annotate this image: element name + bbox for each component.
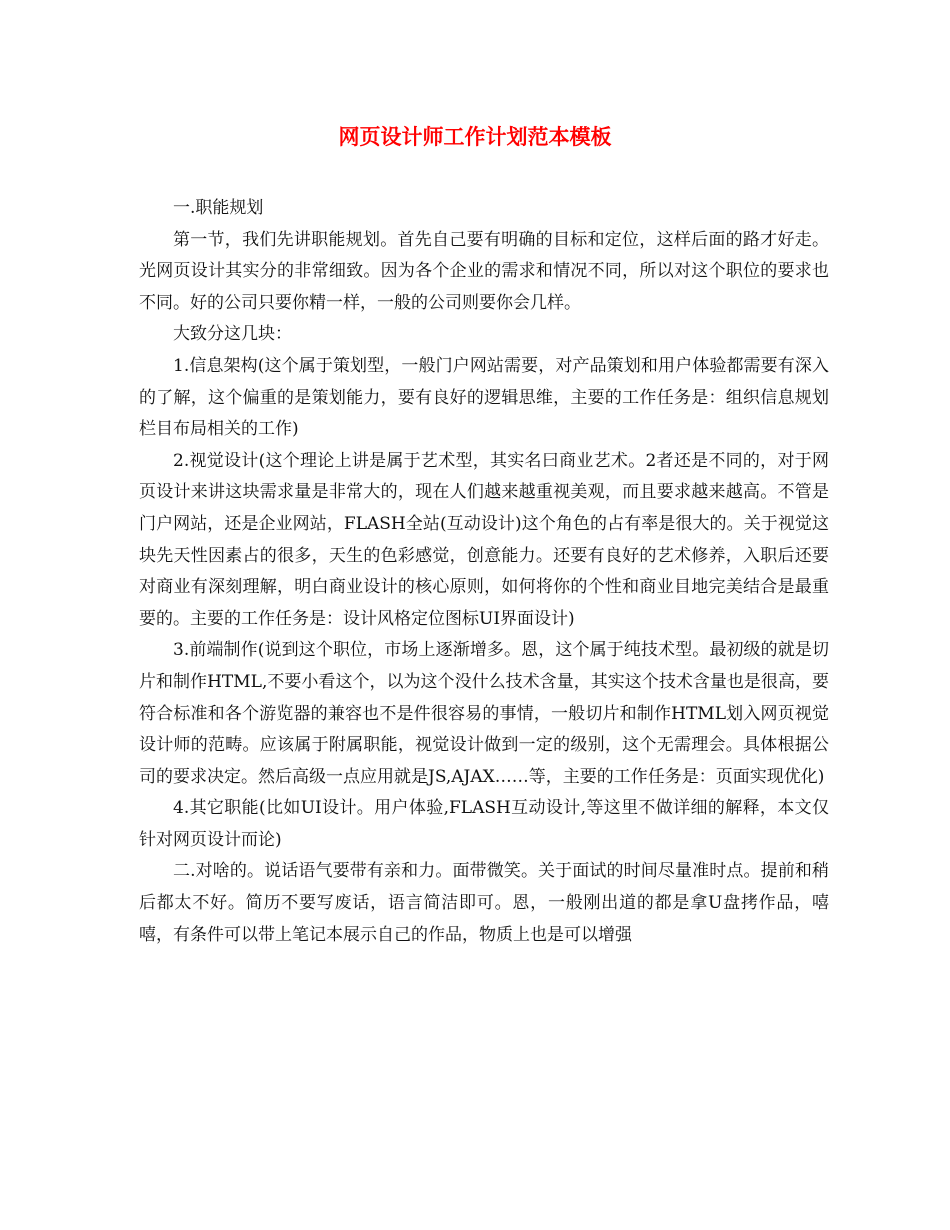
paragraph: 2.视觉设计(这个理论上讲是属于艺术型，其实名曰商业艺术。2者还是不同的，对于网页设计来讲这块需求量是非常大的，现在人们越来越重视美观，而且要求越来越高。不管是门户网站，还是企业网站，FLASH全站(互动设计)这个角色的占有率是很大的。关于视觉这块先天性因素占的很多，天生的色彩感觉，创意能力。还要有良好的艺术修养，入职后还要对商业有深刻理解，明白商业设计的核心原则，如何将你的个性和商业目地完美结合是最重要的。主要的工作任务是：设计风格定位图标UI界面设计): [139, 450, 829, 629]
paragraph: 1.信息架构(这个属于策划型，一般门户网站需要，对产品策划和用户体验都需要有深入的了解，这个偏重的是策划能力，要有良好的逻辑思维，主要的工作任务是：组织信息规划栏目布局相关的工作): [139, 355, 829, 440]
paragraph: 3.前端制作(说到这个职位，市场上逐渐增多。恩，这个属于纯技术型。最初级的就是切片和制作HTML,不要小看这个，以为这个没什么技术含量，其实这个技术含量也是很高，要符合标准和各个游览器的兼容也不是件很容易的事情，一般切片和制作HTML划入网页视觉设计师的范畴。应该属于附属职能，视觉设计做到一定的级别，这个无需理会。具体根据公司的要求决定。然后高级一点应用就是JS,AJAX……等，主要的工作任务是：页面实现优化): [139, 640, 829, 787]
section-heading: 一.职能规划: [173, 198, 264, 218]
document-body: [139, 193, 829, 951]
document-title: 网页设计师工作计划范本模板: [338, 124, 612, 149]
paragraph: 第一节，我们先讲职能规划。首先自己要有明确的目标和定位，这样后面的路才好走。光网页设计其实分的非常细致。因为各个企业的需求和情况不同，所以对这个职位的要求也不同。好的公司只要你精一样，一般的公司则要你会几样。: [139, 229, 829, 313]
paragraph: 4.其它职能(比如UI设计。用户体验,FLASH互动设计,等这里不做详细的解释，本文仅针对网页设计而论): [139, 798, 829, 850]
paragraph: 大致分这几块：: [173, 324, 292, 345]
paragraph: 二.对啥的。说话语气要带有亲和力。面带微笑。关于面试的时间尽量准时点。提前和稍后都太不好。简历不要写废话，语言简洁即可。恩，一般刚出道的都是拿U盘拷作品，嘻嘻，有条件可以带上笔记本展示自己的作品，物质上也是可以增强: [139, 861, 829, 945]
